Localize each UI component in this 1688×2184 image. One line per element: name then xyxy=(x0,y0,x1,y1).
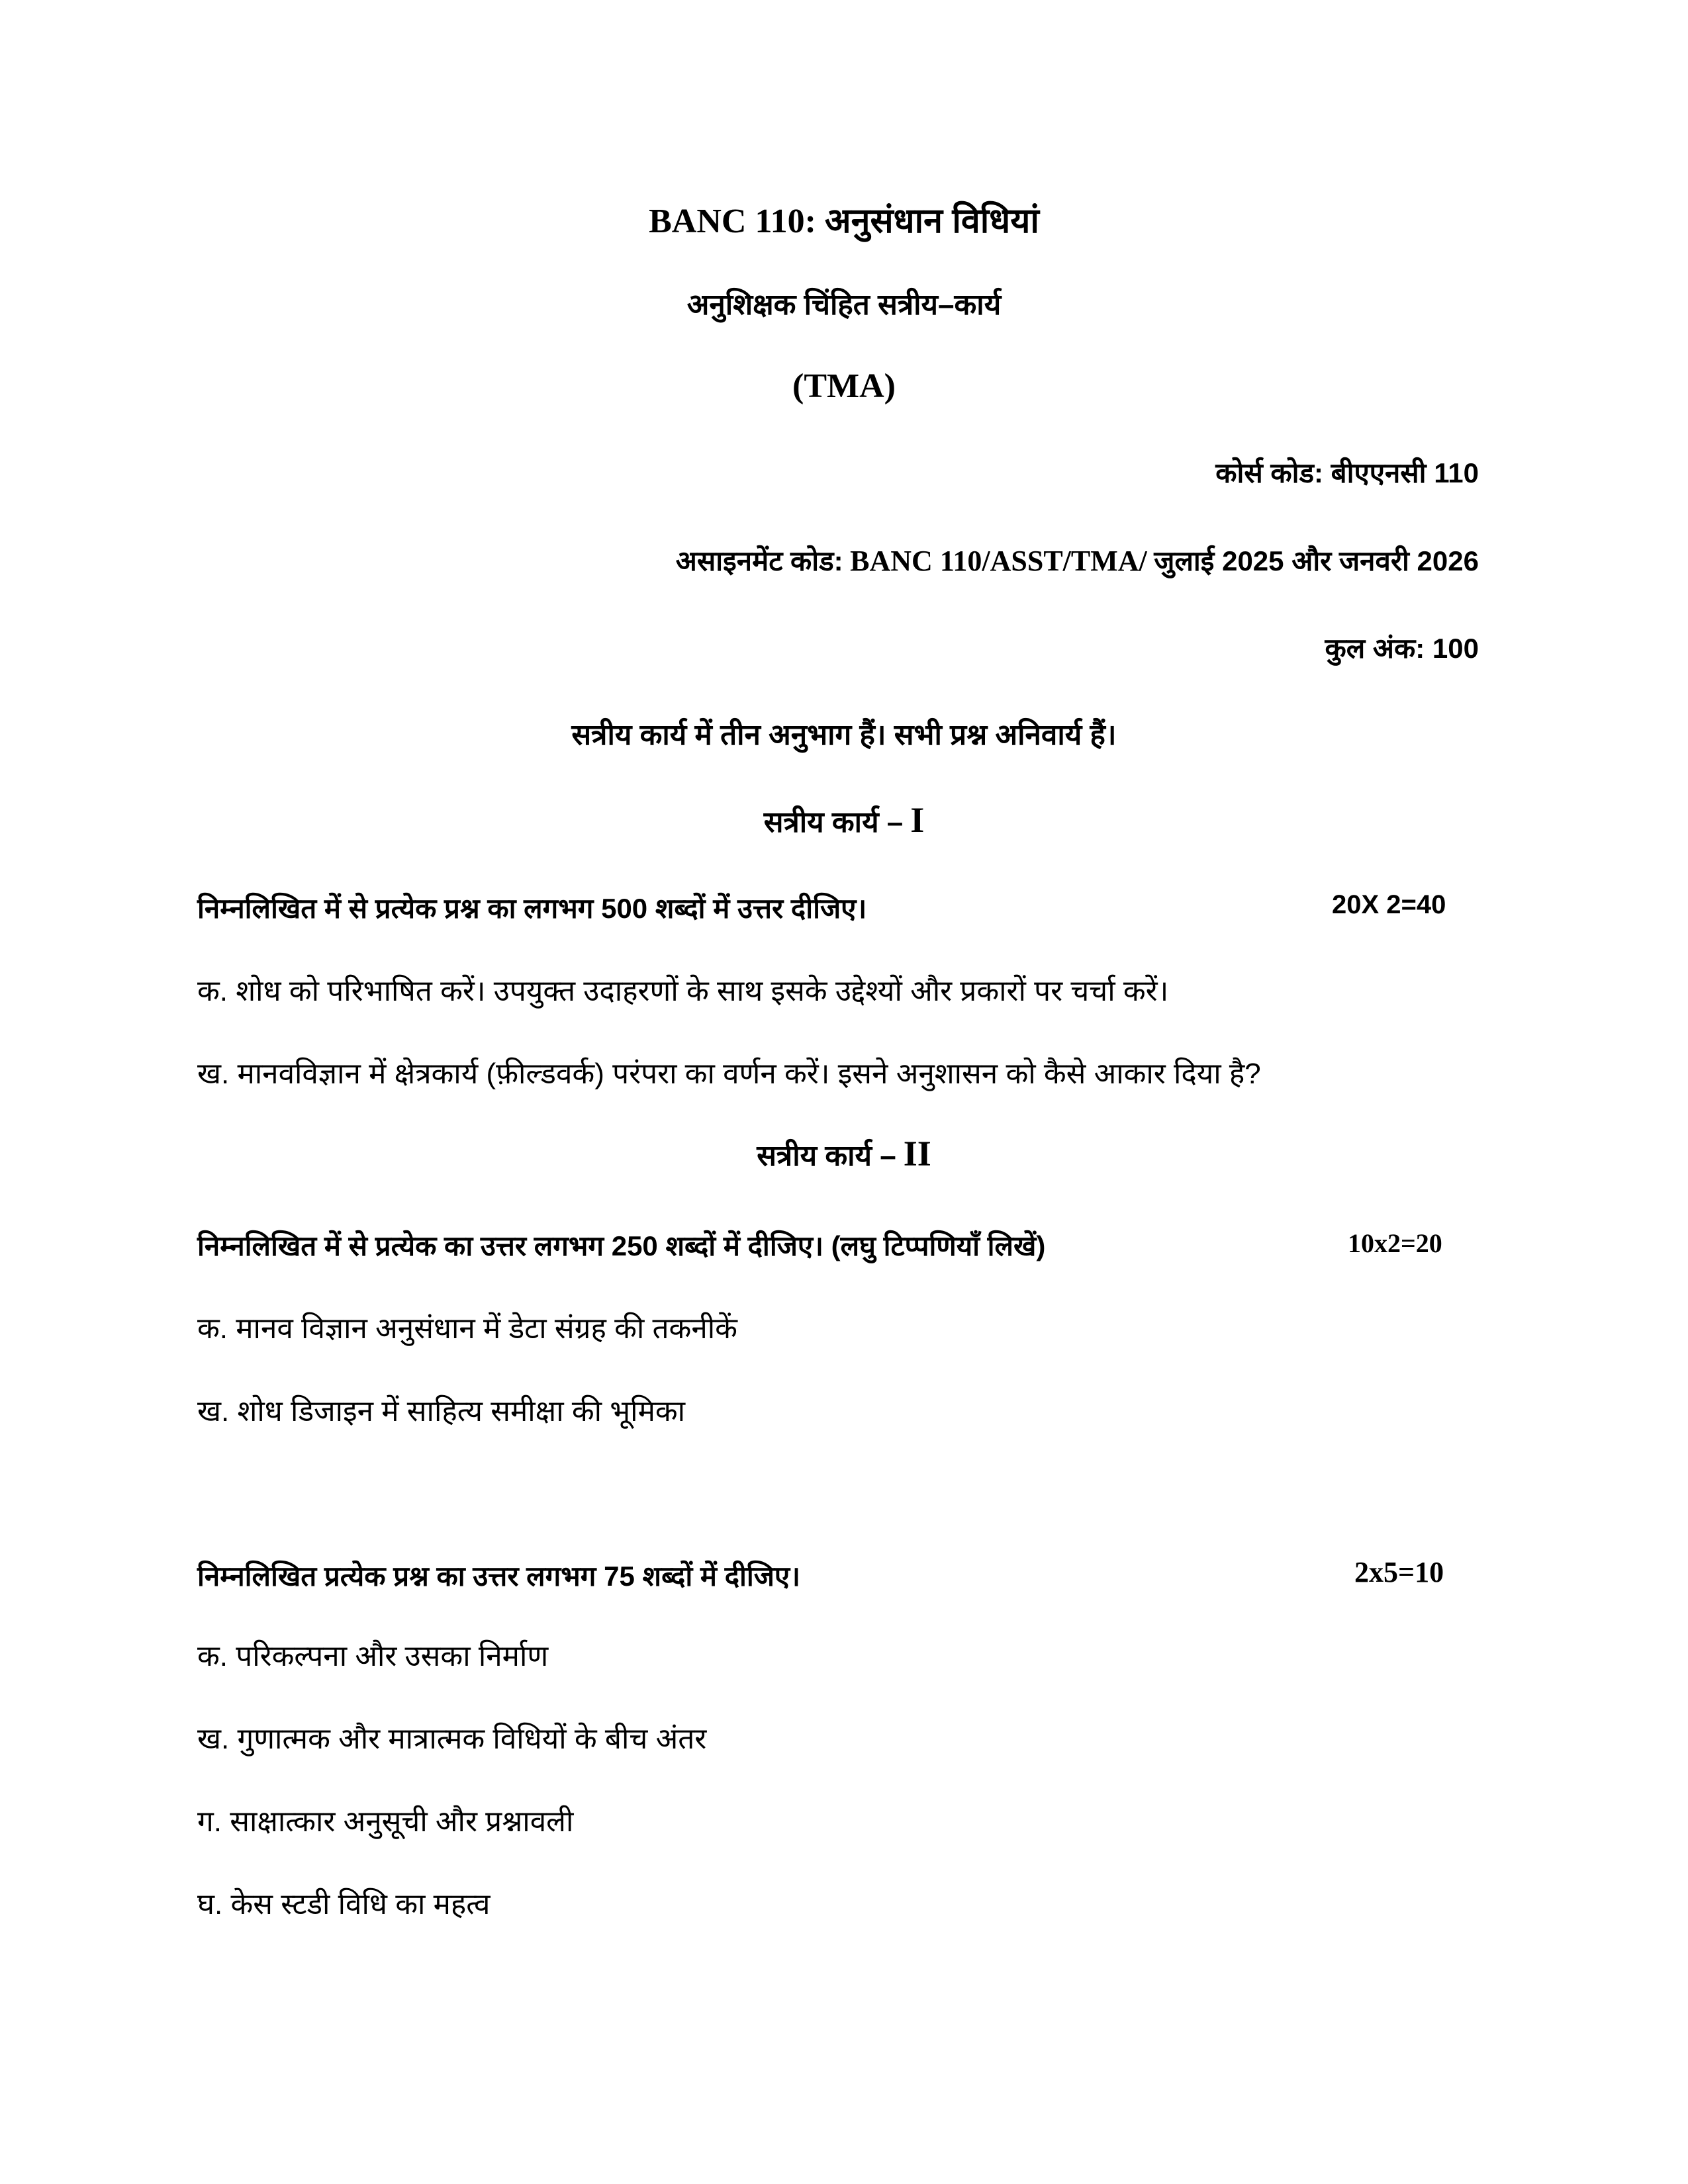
total-marks-value: 100 xyxy=(1432,633,1479,664)
course-title xyxy=(0,196,1688,243)
question-prompt-3: निम्नलिखित प्रत्येक प्रश्न का उत्तर लगभग 75 शब्दों में दीजिए। xyxy=(197,1561,801,1592)
section-heading-1 xyxy=(0,799,1688,841)
question-item: क. मानव विज्ञान अनुसंधान में डेटा संग्रह की तकनीकें xyxy=(197,1312,737,1345)
course-code xyxy=(1215,453,1479,491)
section-heading-2 xyxy=(0,1133,1688,1174)
total-marks-label: कुल अंक: xyxy=(1325,633,1425,664)
assignment-code xyxy=(676,541,1479,579)
marks-allocation-2: 10x2=20 xyxy=(1348,1228,1442,1258)
section-heading-text: सत्रीय कार्य – xyxy=(763,806,904,839)
assignment-code-label: असाइनमेंट कोड: xyxy=(675,545,843,576)
course-title-name: अनुसंधान विधियां xyxy=(824,202,1039,240)
assignment-session: जुलाई 2025 और जनवरी 2026 xyxy=(1154,545,1479,576)
question-item: ग. साक्षात्कार अनुसूची और प्रश्नावली xyxy=(197,1805,574,1838)
question-item: क. परिकल्पना और उसका निर्माण xyxy=(197,1640,549,1672)
general-instructions: सत्रीय कार्य में तीन अनुभाग हैं। सभी प्रश्न अनिवार्य हैं। xyxy=(571,719,1117,751)
course-code-label: कोर्स कोड: xyxy=(1215,457,1323,488)
question-item: घ. केस स्टडी विधि का महत्व xyxy=(197,1888,491,1921)
course-code-value: बीएएनसी 110 xyxy=(1331,457,1479,488)
section-heading-roman: II xyxy=(903,1134,931,1173)
question-item: ख. मानवविज्ञान में क्षेत्रकार्य (फ़ील्डवर्क) परंपरा का वर्णन करें। इसने अनुशासन को कैसे आकार दिया है? xyxy=(197,1058,1261,1090)
question-item: क. शोध को परिभाषित करें। उपयुक्त उदाहरणों के साथ इसके उद्देश्यों और प्रकारों पर चर्चा करें। xyxy=(197,975,1169,1007)
question-prompt-2: निम्नलिखित में से प्रत्येक का उत्तर लगभग 250 शब्दों में दीजिए। (लघु टिप्पणियाँ लिखें) xyxy=(197,1230,1046,1261)
course-title-code: BANC 110: xyxy=(649,203,816,240)
assignment-code-value: BANC 110/ASST/TMA/ xyxy=(850,545,1147,577)
document-abbrev: (TMA) xyxy=(792,367,896,405)
marks-allocation-3: 2x5=10 xyxy=(1354,1556,1444,1588)
section-heading-text: सत्रीय कार्य – xyxy=(757,1140,896,1172)
document-subtitle: अनुशिक्षक चिंहित सत्रीय–कार्य xyxy=(686,289,1002,321)
question-prompt-1: निम्नलिखित में से प्रत्येक प्रश्न का लगभग 500 शब्दों में उत्तर दीजिए। xyxy=(197,893,867,924)
marks-allocation-1: 20X 2=40 xyxy=(1332,890,1446,919)
question-item: ख. शोध डिजाइन में साहित्य समीक्षा की भूमिका xyxy=(197,1395,686,1428)
section-heading-roman: I xyxy=(910,800,925,840)
total-marks xyxy=(1325,629,1479,666)
question-item: ख. गुणात्मक और मात्रात्मक विधियों के बीच अंतर xyxy=(197,1723,707,1755)
